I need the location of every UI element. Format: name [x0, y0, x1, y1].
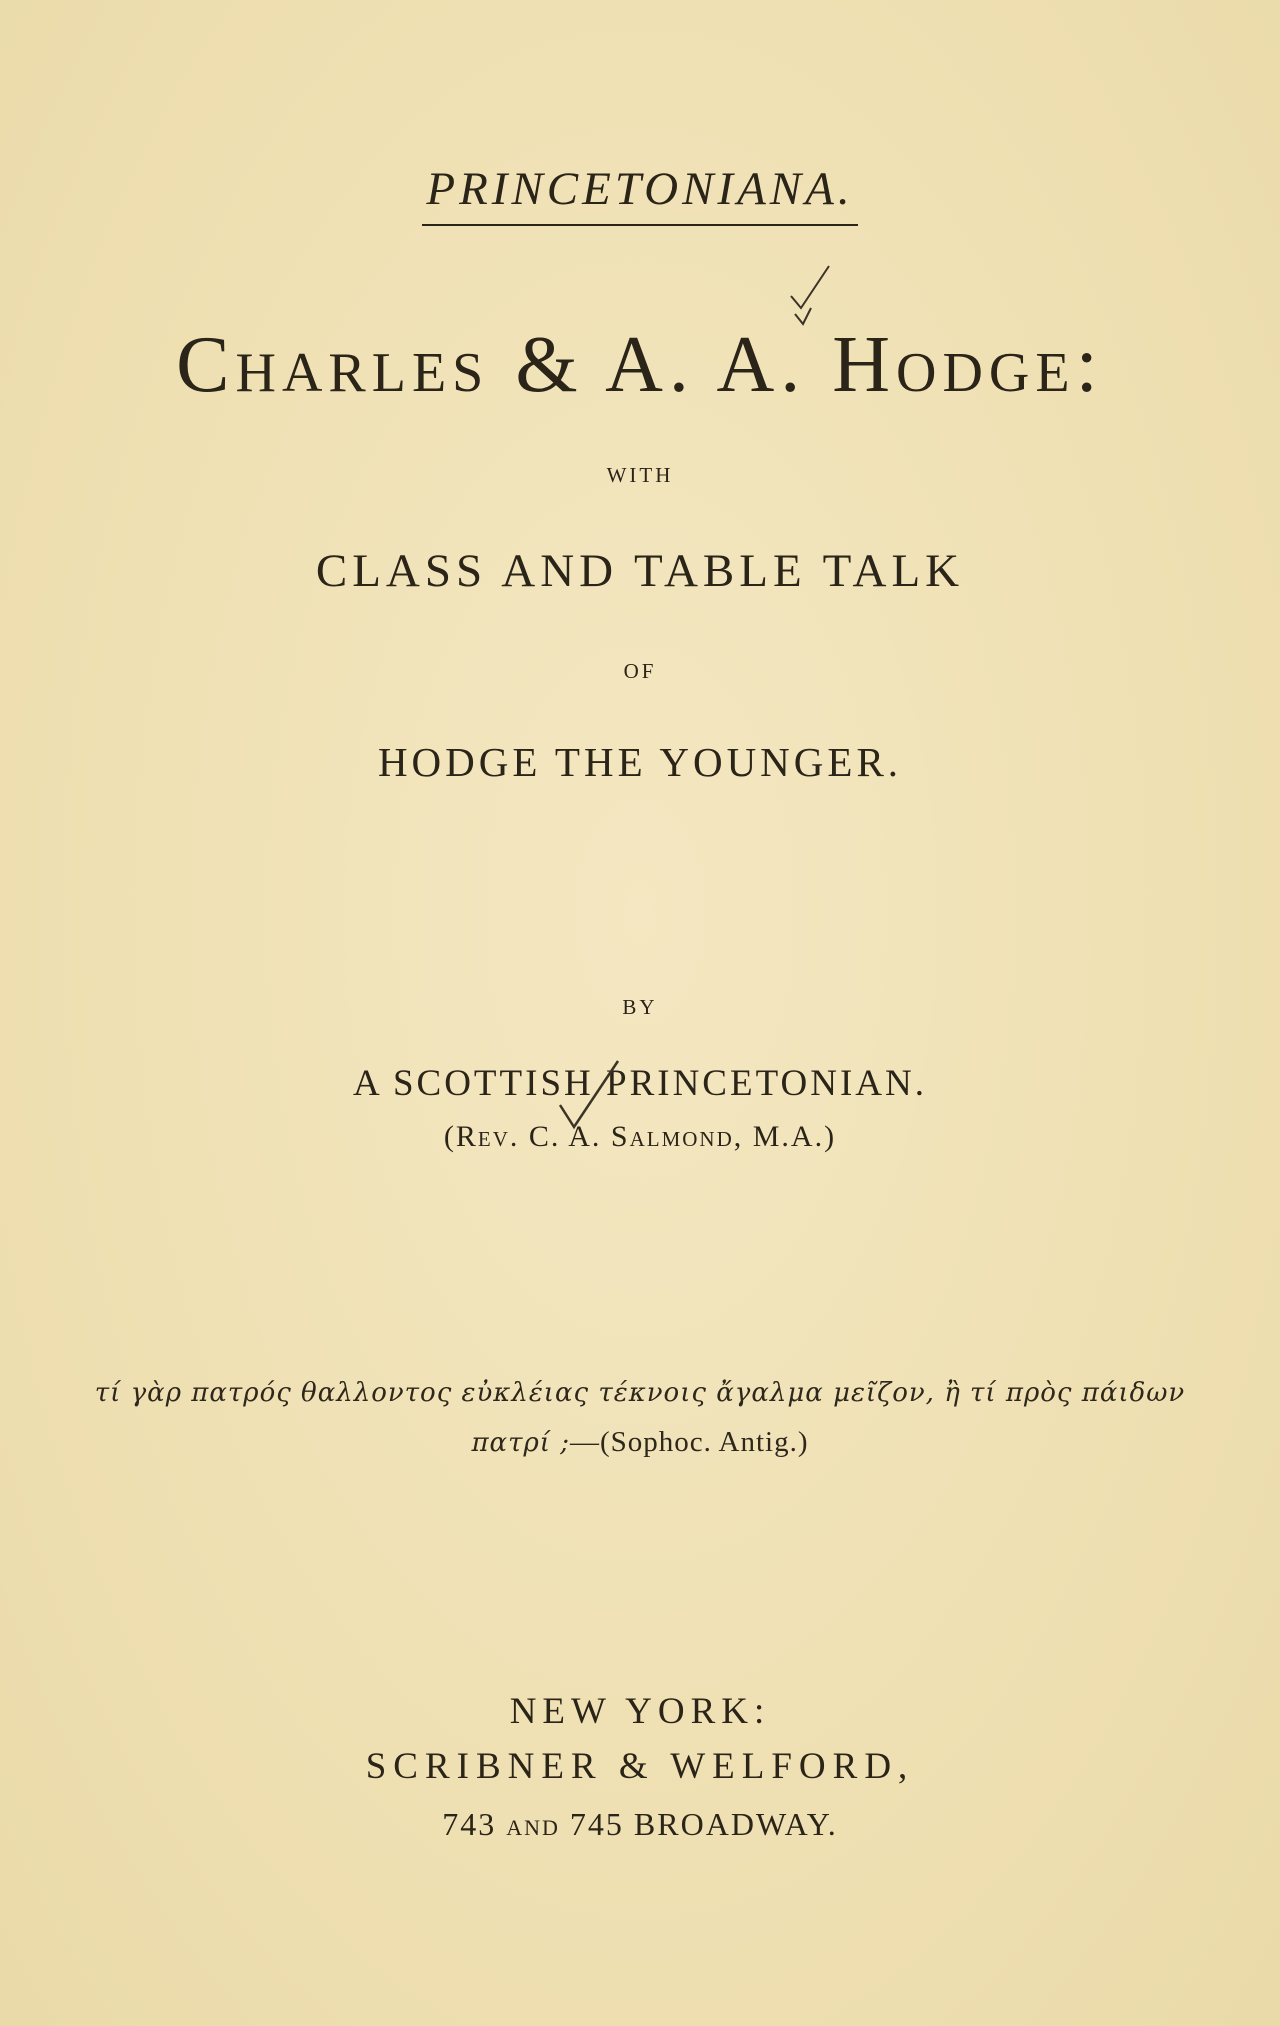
epigraph-source: —(Sophoc. Antig.): [570, 1426, 809, 1458]
subtitle: CLASS AND TABLE TALK: [315, 545, 965, 597]
subject-title: HODGE THE YOUNGER.: [377, 739, 903, 785]
series-title-text: PRINCETONIANA.: [422, 162, 857, 226]
main-title: Charles & A. A. Hodge:: [176, 321, 1104, 409]
epigraph-line-1: τί γὰρ πατρός θαλλοντος εὐκλέιας τέκνοις ἄγαλμα μεῖζον, ἢ τί πρὸς πάιδων: [94, 1378, 1186, 1408]
address-number-2: 745: [569, 1806, 624, 1842]
address-and: AND: [506, 1815, 560, 1840]
of-word: OF: [623, 659, 657, 683]
epigraph-greek-end: πατρί ;: [471, 1428, 570, 1458]
by-word: BY: [622, 995, 658, 1019]
imprint-address: [0, 1806, 1280, 1843]
author-identity: (Rev. C. A. Salmond, M.A.): [443, 1120, 837, 1153]
imprint-city: NEW YORK:: [509, 1691, 771, 1732]
epigraph-line-2: [0, 1426, 1280, 1459]
series-title: [0, 162, 1280, 226]
address-street: BROADWAY.: [633, 1806, 838, 1842]
address-number-1: 743: [442, 1806, 497, 1842]
author-line: A SCOTTISH PRINCETONIAN.: [353, 1063, 927, 1104]
with-word: WITH: [606, 463, 674, 487]
imprint-publisher: SCRIBNER & WELFORD,: [365, 1746, 915, 1787]
check-mark-icon: [785, 258, 845, 328]
